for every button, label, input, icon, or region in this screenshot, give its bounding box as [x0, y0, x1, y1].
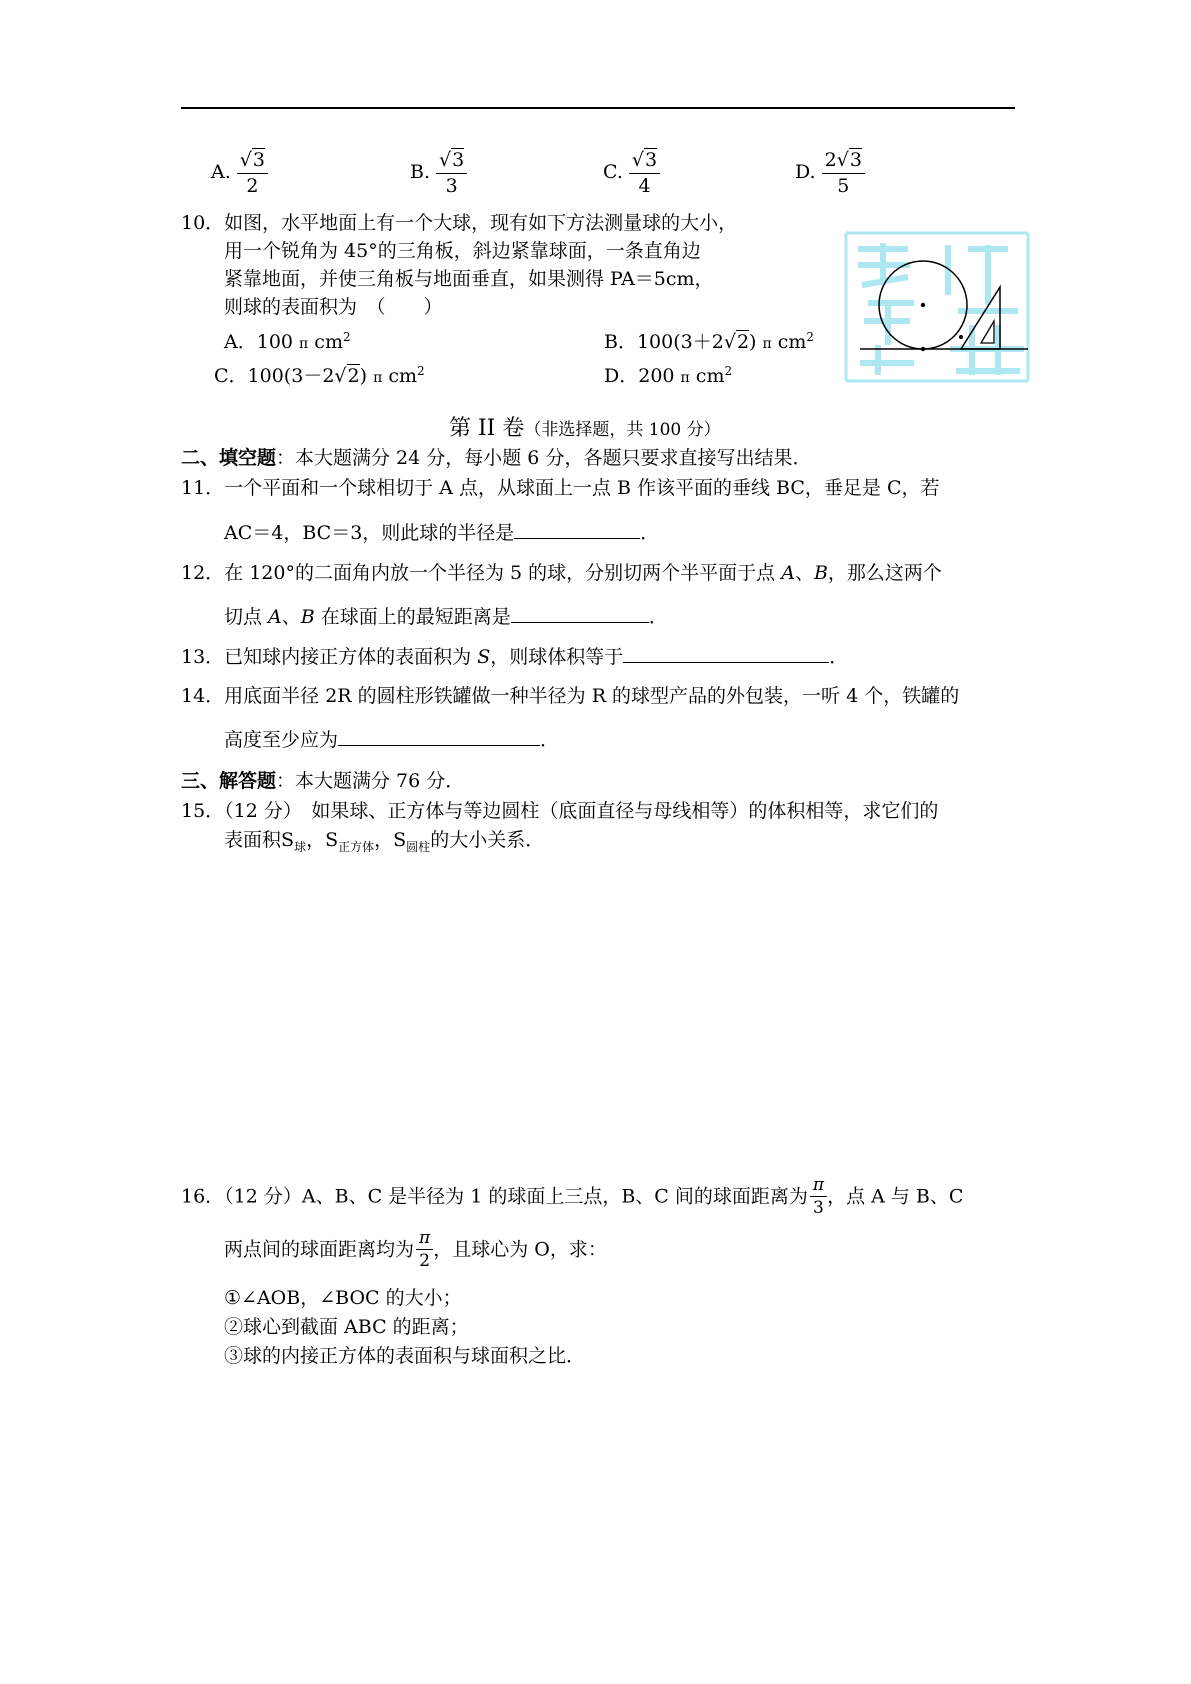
- unit: cm: [388, 365, 417, 387]
- header-rule: [181, 107, 1015, 109]
- superscript: 2: [417, 364, 425, 378]
- q16-item-2: ②球心到截面 ABC 的距离；: [224, 1316, 469, 1338]
- answer-blank[interactable]: [338, 727, 540, 746]
- point-label: A: [781, 562, 795, 584]
- question-text: 的大小关系．: [430, 829, 545, 851]
- question-text: ，那么这两个: [827, 562, 942, 584]
- superscript: 2: [806, 330, 815, 344]
- q16-item-3: ③球的内接正方体的表面积与球面积之比．: [224, 1345, 586, 1367]
- q10-line-1: 10．如图，水平地面上有一个大球，现有如下方法测量球的大小，: [181, 212, 738, 234]
- pi-symbol: π: [299, 336, 309, 352]
- period: ．: [640, 522, 660, 544]
- question-text: 12．在 120°的二面角内放一个半径为 5 的球，分别切两个半平面于点: [181, 562, 782, 584]
- period: ．: [648, 606, 668, 628]
- q10-line-2: 用一个锐角为 45°的三角板，斜边紧靠球面，一条直角边: [224, 240, 701, 262]
- paren: ): [359, 365, 368, 387]
- question-text: 表面积: [224, 829, 282, 851]
- separator: ，: [306, 829, 326, 851]
- option-label: A.: [211, 160, 231, 183]
- q14-line-2: [224, 727, 559, 752]
- question-text: 16．（12 分）A、B、C 是半径为 1 的球面上三点，B、C 间的球面距离为: [181, 1185, 808, 1208]
- option-label: D．: [604, 365, 639, 387]
- q10-option-b: B．100(3＋2√2) π $cm^2$: [604, 330, 815, 353]
- radicand: 3: [452, 149, 465, 171]
- superscript: 2: [342, 330, 351, 344]
- q10-line-3: 紧靠地面，并使三角板与地面垂直，如果测得 PA＝5cm，: [224, 268, 714, 290]
- q9-option-a: [211, 148, 268, 198]
- period: ．: [829, 646, 849, 668]
- q16-line-1: [181, 1175, 963, 1219]
- section-three-header: [181, 770, 464, 793]
- option-label: D.: [795, 160, 816, 183]
- pi-symbol: π: [680, 370, 690, 386]
- separator: ，: [374, 829, 394, 851]
- q10-line-4: 则球的表面积为 （ ）: [224, 296, 443, 318]
- part-title: 第 II 卷: [449, 416, 525, 441]
- fraction: [416, 1228, 433, 1272]
- unit: cm: [777, 331, 807, 353]
- subscript: 正方体: [338, 840, 375, 854]
- q12-line-2: [224, 604, 668, 629]
- variable: S: [393, 829, 407, 851]
- q16-line-2: [224, 1228, 607, 1272]
- question-text: ，且球心为 O，求：: [433, 1238, 607, 1261]
- unit: cm: [695, 365, 725, 387]
- section-title: 二、填空题: [181, 447, 277, 469]
- question-text: ，则球体积等于: [490, 646, 624, 668]
- q15-line-2: [224, 829, 544, 854]
- q15-line-1: 15．（12 分） 如果球、正方体与等边圆柱（底面直径与母线相等）的体积相等，求它们的: [181, 800, 939, 822]
- point-label: B: [813, 562, 828, 584]
- q10-option-c: C．100(3－2√2) π $cm^2$: [214, 364, 425, 387]
- denominator: 2: [246, 174, 259, 197]
- answer-blank[interactable]: [511, 604, 649, 623]
- option-label: C.: [603, 160, 623, 183]
- fraction: $\frac{√3}{3}$: [436, 148, 467, 198]
- option-value: 100(3＋2: [636, 331, 724, 353]
- paren: ): [749, 331, 757, 353]
- triangle-inner: [981, 321, 994, 343]
- radicand: 2: [736, 331, 750, 353]
- q10-option-d: [604, 364, 732, 388]
- answer-blank[interactable]: [514, 520, 640, 539]
- radicand: 2: [347, 365, 360, 387]
- q10-option-a: [224, 330, 351, 354]
- q11-line-1: 11．一个平面和一个球相切于 A 点，从球面上一点 B 作该平面的垂线 BC，垂足是 C，若: [181, 477, 940, 499]
- question-text: AC＝4，BC＝3，则此球的半径是: [224, 522, 515, 544]
- fraction: [810, 1175, 827, 1219]
- question-text: 两点间的球面距离均为: [224, 1238, 415, 1261]
- q14-line-1: 14．用底面半径 2R 的圆柱形铁罐做一种半径为 R 的球型产品的外包装，一听 4 个，铁罐的: [181, 685, 960, 707]
- q12-line-1: [181, 562, 942, 585]
- part-subtitle: （非选择题，共 100 分）: [524, 420, 721, 440]
- point-label: A: [268, 606, 282, 628]
- denominator: 2: [419, 1251, 431, 1272]
- numerator: π: [810, 1175, 827, 1197]
- option-value: 100(3－2: [247, 365, 335, 387]
- radicand: 3: [645, 149, 658, 171]
- question-text: 13．已知球内接正方体的表面积为: [181, 646, 478, 668]
- denominator: 5: [837, 174, 850, 197]
- question-text: 在球面上的最短距离是: [314, 606, 511, 628]
- option-label: B．: [604, 331, 637, 353]
- q9-option-b: [410, 148, 467, 198]
- option-value: 200: [638, 365, 675, 387]
- section-title: 三、解答题: [181, 770, 277, 792]
- separator: 、: [281, 606, 301, 628]
- radicand: 3: [252, 149, 265, 171]
- q11-line-2: [224, 520, 659, 545]
- section-note: ：本大题满分 24 分，每小题 6 分，各题只要求直接写出结果．: [276, 447, 812, 469]
- variable: S: [281, 829, 295, 851]
- part-two-heading: [449, 416, 721, 442]
- fraction: $\frac{√3}{4}$: [629, 148, 660, 198]
- subscript: 球: [294, 840, 307, 854]
- separator: 、: [794, 562, 814, 584]
- unit: cm: [314, 331, 343, 353]
- variable: S: [325, 829, 339, 851]
- denominator: 4: [638, 174, 651, 197]
- question-text: 切点: [224, 606, 269, 628]
- option-label: C．: [214, 365, 248, 387]
- subscript: 圆柱: [406, 840, 431, 854]
- point-label: B: [300, 606, 315, 628]
- superscript: 2: [724, 364, 733, 378]
- numerator: π: [416, 1228, 433, 1250]
- q13-line: [181, 644, 848, 669]
- radicand: 3: [849, 149, 862, 171]
- q9-option-c: [603, 148, 660, 198]
- q9-option-d: [795, 148, 865, 198]
- ball-center-dot: [921, 303, 925, 307]
- question-text: 高度至少应为: [224, 729, 339, 751]
- denominator: 3: [445, 174, 458, 197]
- coefficient: 2: [824, 149, 837, 171]
- option-value: 100: [256, 331, 293, 353]
- variable: S: [477, 646, 491, 668]
- question-text: ，点 A 与 B、C: [827, 1185, 964, 1208]
- fraction: $\frac{2√3}{5}$: [822, 148, 865, 198]
- option-label: A．: [224, 331, 257, 353]
- denominator: 3: [813, 1198, 824, 1219]
- q16-item-1: ①∠AOB，∠BOC 的大小；: [224, 1287, 462, 1309]
- pi-symbol: π: [762, 336, 772, 352]
- point-p-dot: [959, 335, 963, 339]
- fraction: $\frac{√3}{2}$: [237, 148, 268, 198]
- pi-symbol: π: [373, 370, 383, 386]
- section-two-header: [181, 447, 811, 470]
- period: ．: [540, 729, 560, 751]
- answer-blank[interactable]: [623, 644, 829, 663]
- point-a-dot: [921, 347, 925, 351]
- ball-triangle-figure: [838, 225, 1038, 389]
- option-label: B.: [410, 160, 431, 183]
- section-note: ：本大题满分 76 分．: [276, 770, 465, 792]
